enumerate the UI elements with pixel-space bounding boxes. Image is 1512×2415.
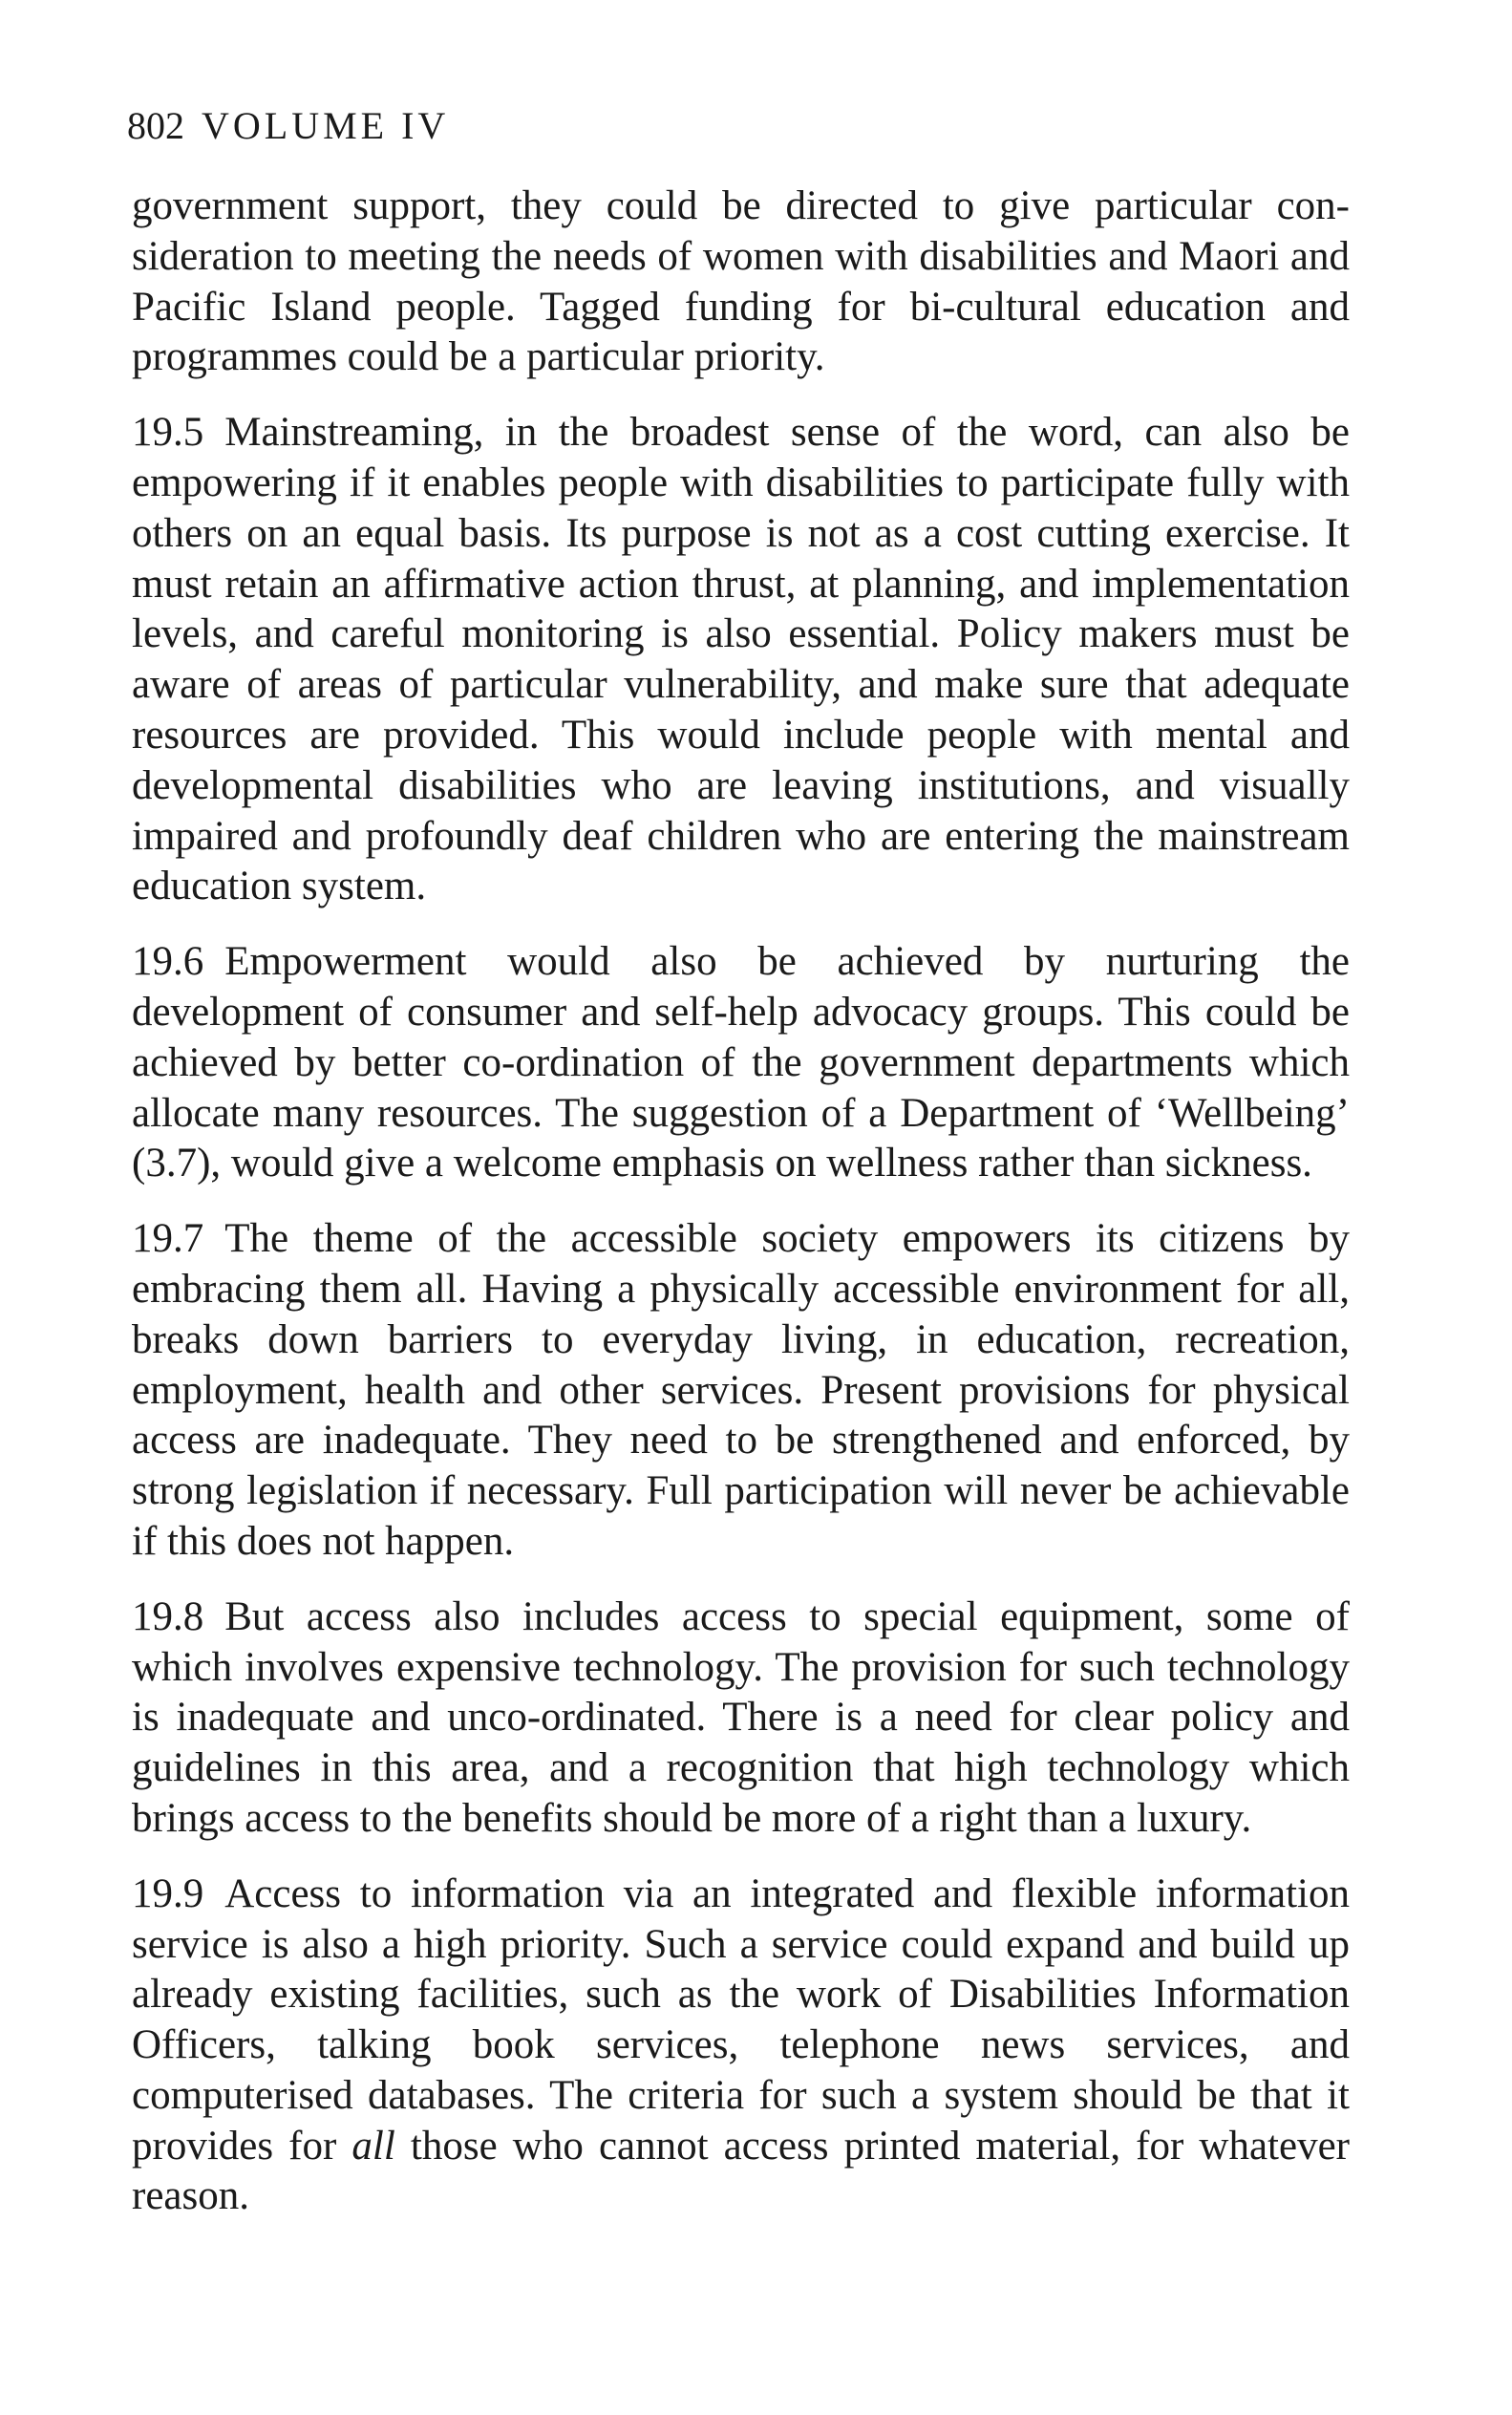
paragraph-text: Empowerment would also be achieved by nurturing the development of consumer and self-help advocacy groups. This could be achieved by better co-ordination of the government departments which allocate many resources. The suggestion of a Department of ‘Wellbeing’ (3.7), would give a welcome emphasis on wellness rather than sickness. [132,939,1350,1186]
running-head [127,103,449,149]
paragraph-19-7 [132,1214,1350,1568]
paragraph-text: government support, they could be directed to give particular consideration to meeting the needs of women with disabilities and Maori and Pacific Island people. Tagged funding for bi-cultural education and programmes could be a particular priority. [132,183,1350,380]
page-number: 802 [127,104,184,147]
paragraph-number: 19.8 [132,1593,204,1639]
paragraph-text: But access also includes access to special equipment, some of which involves expensive technology. The provision for such technology is inadequate and unco-ordinated. There is a need for clear policy and guidelines in this area, and a recognition that high technology which brings access to the benefits should be more of a right than a luxury. [132,1593,1350,1841]
paragraph-text: The theme of the accessible society empowers its citizens by embracing them all. Having a physically accessible environment for all, breaks down barriers to everyday living, in education, recreation, employment, health and other services. Present provisions for physical access are inadequate. They need to be strengthened and enforced, by strong legislation if necessary. Full participation will never be achievable if this does not happen. [132,1216,1350,1564]
paragraph-text: those who cannot access printed material, for whatever reason. [132,2123,1350,2219]
paragraph-19-5 [132,408,1350,912]
paragraph-19-8 [132,1592,1350,1845]
paragraph-number: 19.5 [132,410,204,456]
volume-label: VOLUME IV [202,104,450,147]
paragraph-number: 19.9 [132,1870,204,1916]
paragraph-19-9 [132,1870,1350,2223]
paragraph-19-6 [132,937,1350,1189]
emphasis-text: all [351,2123,395,2169]
body-text [132,182,1350,2247]
paragraph-text: Access to information via an integrated and flexible information service is also a high priority. Such a service could expand and build up already existing facilities, such as the work of Disabilities Information Officers, talking book services, telephone news services, and computerised databases. The criteria for such a system should be that it provides for [132,1870,1350,2169]
paragraph-text: Mainstreaming, in the broadest sense of the word, can also be empowering if it enables people with disabilities to participate fully with others on an equal basis. Its purpose is not as a cost cutting exercise. It must retain an affirmative action thrust, at planning, and implementation levels, and careful monitoring is also essential. Policy makers must be aware of areas of particular vulnerability, and make sure that adequate resources are provided. This would include people with mental and developmental disabilities who are leaving institutions, and visually impaired and profoundly deaf children who are entering the mainstream education system. [132,410,1350,909]
paragraph-number: 19.7 [132,1216,204,1262]
paragraph-continuation [132,182,1350,383]
paragraph-number: 19.6 [132,939,204,985]
